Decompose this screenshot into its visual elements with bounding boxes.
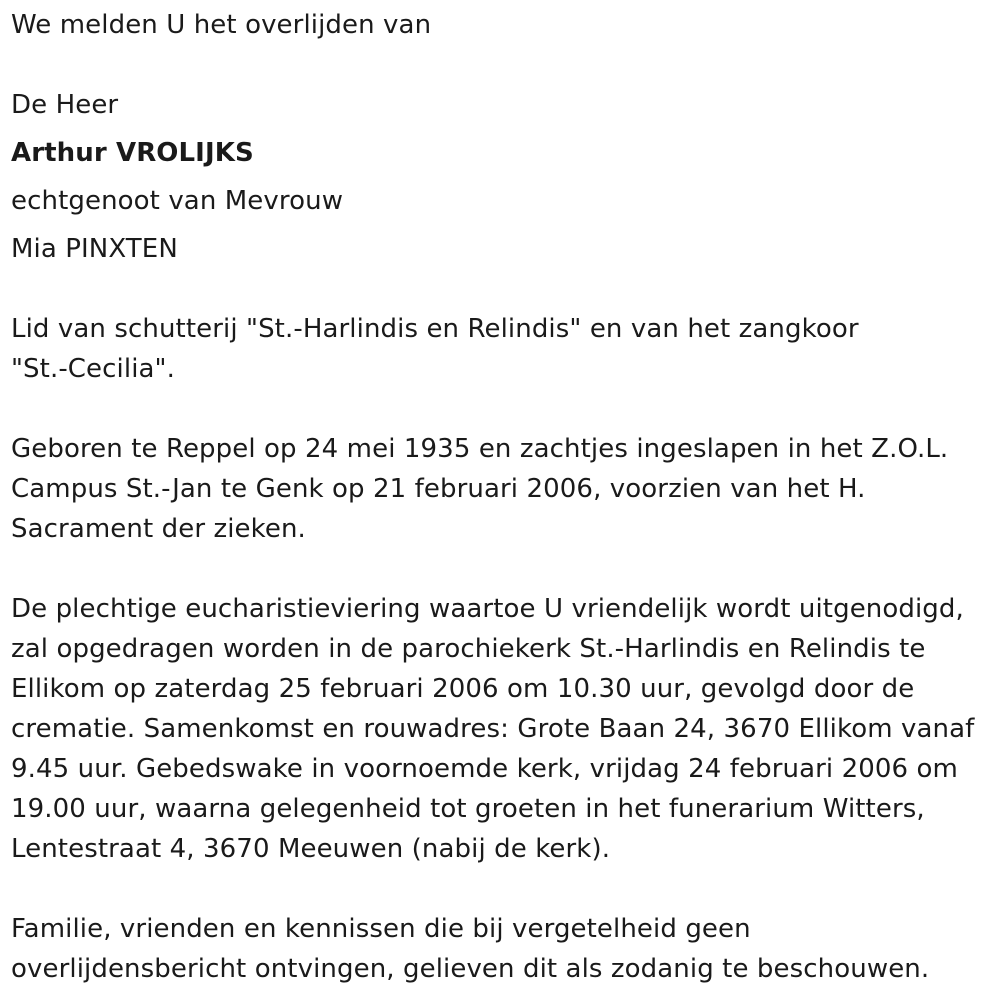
spouse-label: echtgenoot van Mevrouw: [11, 186, 344, 216]
birth-death-line-3: Sacrament der zieken.: [11, 514, 306, 544]
funeral-line-2: zal opgedragen worden in de parochiekerk St.-Harlindis en Relindis te: [11, 634, 926, 664]
intro-line: We melden U het overlijden van: [11, 10, 432, 40]
funeral-line-5: 9.45 uur. Gebedswake in voornoemde kerk, vrijdag 24 februari 2006 om: [11, 754, 958, 784]
closing-line-1: Familie, vrienden en kennissen die bij vergetelheid geen: [11, 914, 751, 944]
funeral-line-1: De plechtige eucharistieviering waartoe U vriendelijk wordt uitgenodigd,: [11, 594, 964, 624]
birth-death-line-1: Geboren te Reppel op 24 mei 1935 en zachtjes ingeslapen in het Z.O.L.: [11, 434, 949, 464]
honorific: De Heer: [11, 90, 119, 120]
funeral-line-4: crematie. Samenkomst en rouwadres: Grote Baan 24, 3670 Ellikom vanaf: [11, 714, 975, 744]
closing-line-2: overlijdensbericht ontvingen, gelieven dit als zodanig te beschouwen.: [11, 954, 930, 984]
birth-death-line-2: Campus St.-Jan te Genk op 21 februari 2006, voorzien van het H.: [11, 474, 866, 504]
membership-line-1: Lid van schutterij "St.-Harlindis en Relindis" en van het zangkoor: [11, 314, 859, 344]
funeral-line-7: Lentestraat 4, 3670 Meeuwen (nabij de kerk).: [11, 834, 611, 864]
spouse-name: Mia PINXTEN: [11, 234, 178, 264]
funeral-line-6: 19.00 uur, waarna gelegenheid tot groeten in het funerarium Witters,: [11, 794, 925, 824]
deceased-name: Arthur VROLIJKS: [11, 138, 254, 168]
membership-line-2: "St.-Cecilia".: [11, 354, 175, 384]
funeral-line-3: Ellikom op zaterdag 25 februari 2006 om 10.30 uur, gevolgd door de: [11, 674, 915, 704]
